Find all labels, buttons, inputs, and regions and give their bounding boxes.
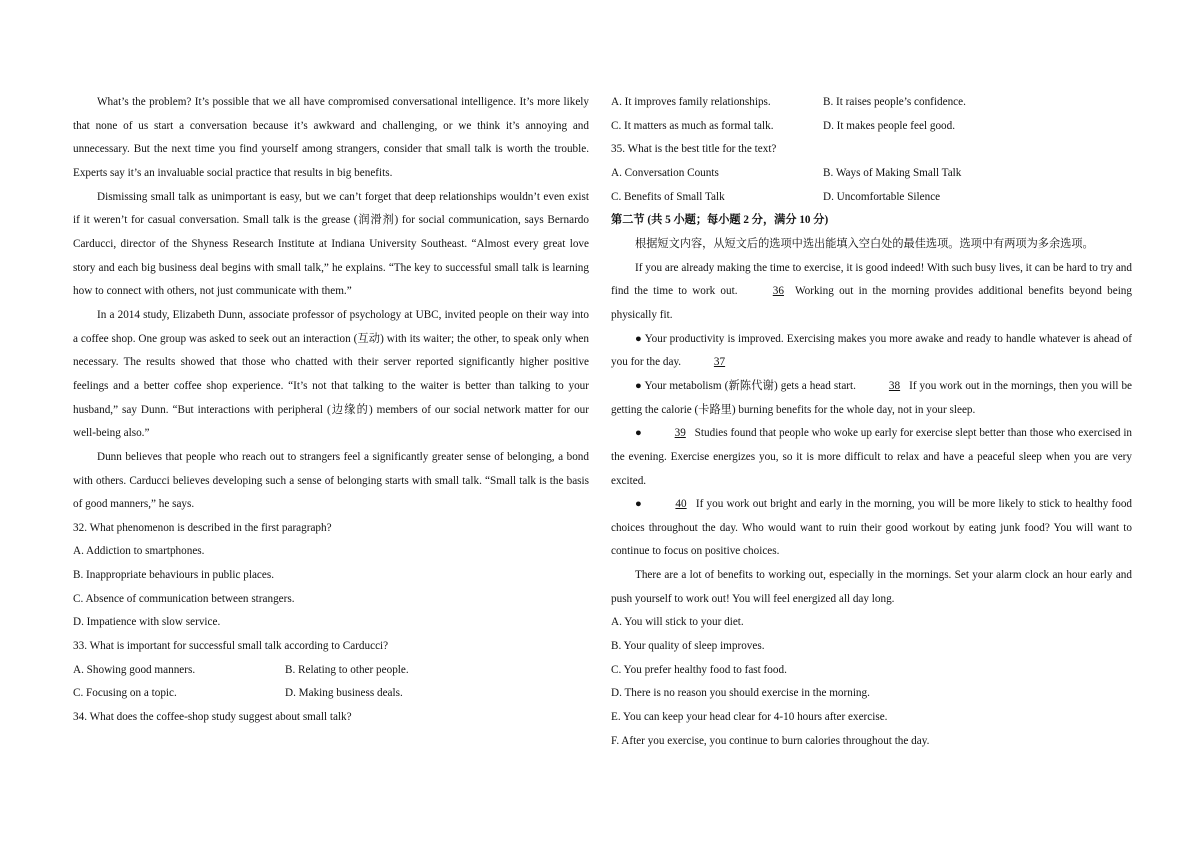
passage-paragraph-1: What’s the problem? It’s possible that we all have compromised conversational intelligence. It’s more likely that none of us start a conversation because it’s awkward and challenging, or we think it’s annoying and unnecessary. But the next time you find yourself among strangers, consider that small talk is worth the trouble. Experts say it’s an invaluable social practice that results in big benefits. — [73, 96, 589, 179]
cloze-option-f: F. After you exercise, you continue to burn calories throughout the day. — [611, 734, 930, 747]
option-32c: C. Absence of communication between strangers. — [73, 592, 295, 605]
option-33a: A. Showing good manners. — [73, 663, 196, 676]
option-34d: D. It makes people feel good. — [823, 119, 956, 132]
cloze-text: ● Your metabolism (新陈代谢) gets a head start. — [635, 379, 856, 392]
option-32a: A. Addiction to smartphones. — [73, 545, 205, 558]
option-33d: D. Making business deals. — [285, 687, 403, 700]
question-35: 35. What is the best title for the text? — [611, 143, 777, 156]
option-32d: D. Impatience with slow service. — [73, 616, 221, 629]
section-instructions: 根据短文内容，从短文后的选项中选出能填入空白处的最佳选项。选项中有两项为多余选项。 — [635, 237, 1094, 250]
cloze-paragraph-4 — [611, 422, 1132, 493]
blank-39[interactable]: 39 — [674, 427, 686, 440]
cloze-option-c: C. You prefer healthy food to fast food. — [611, 663, 787, 676]
question-34: 34. What does the coffee-shop study suggest about small talk? — [73, 711, 352, 724]
cloze-text: Working out in the morning provides additional benefits beyond being physically fit. — [611, 285, 1132, 321]
option-35c: C. Benefits of Small Talk — [611, 190, 725, 203]
cloze-text: Studies found that people who woke up early for exercise slept better than those who exercised in the evening. Exercise energizes you, so it is more difficult to relax and have a peaceful sleep when you are very excited. — [611, 427, 1133, 487]
cloze-text: If you work out in the mornings, then you will be getting the calorie (卡路里) burning benefits for the whole day, not in your sleep. — [611, 379, 1133, 416]
section-heading: 第二节 (共 5 小题；每小题 2 分，满分 10 分) — [611, 214, 829, 227]
option-35b: B. Ways of Making Small Talk — [823, 166, 962, 179]
blank-36[interactable]: 36 — [772, 285, 784, 298]
passage-paragraph-3: In a 2014 study, Elizabeth Dunn, associate professor of psychology at UBC, invited people on their way into a coffee shop. One group was asked to seek out an interaction (互动) with its waiter; the other, to speak only when necessary. The results showed that those who chatted with their server reported significantly higher positive feelings and a better coffee shop experience. “It’s not that talking to the waiter is better than talking to your husband,” say Dunn. “But interactions with peripheral (边缘的) members of our social network matter for our well-being also.” — [73, 308, 589, 440]
passage-paragraph-4: Dunn believes that people who reach out to strangers feel a significantly greater sense of belonging, a bond with others. Carducci believes developing such a sense of belonging starts with small talk. “Small talk is the basis of good manners,” he says. — [73, 450, 589, 511]
cloze-text: If you are already making the time to exercise, it is good indeed! With such busy lives, it can be hard to try and find the time to work out. — [611, 261, 1132, 298]
cloze-paragraph-3 — [611, 375, 1132, 422]
blank-37[interactable]: 37 — [713, 356, 726, 369]
option-34b: B. It raises people’s confidence. — [823, 96, 966, 108]
passage-paragraph-2: Dismissing small talk as unimportant is easy, but we can’t forget that deep relationships wouldn’t even exist if it weren’t for casual conversation. Small talk is the grease (润滑剂) for social communication, says Bernardo Carducci, director of the Shyness Research Institute at Indiana University Southeast. “Almost every great love story and each big business deal begins with small talk,” he explains. “The key to successful small talk is learning how to connect with others, not just communicate with them.” — [73, 190, 589, 298]
question-33: 33. What is important for successful small talk according to Carducci? — [73, 640, 389, 653]
option-33c: C. Focusing on a topic. — [73, 687, 177, 700]
question-32: 32. What phenomenon is described in the first paragraph? — [73, 521, 332, 534]
options-33-row-1 — [73, 659, 589, 683]
bullet-icon: ● — [635, 427, 642, 440]
options-34-row-1 — [611, 91, 1132, 115]
cloze-text: ● Your productivity is improved. Exercising makes you more awake and ready to handle whatever is ahead of you for the day. — [611, 332, 1132, 369]
blank-38[interactable]: 38 — [888, 379, 901, 392]
option-34a: A. It improves family relationships. — [611, 96, 771, 108]
options-33-row-2 — [73, 682, 589, 706]
options-35-row-1 — [611, 162, 1132, 186]
bullet-icon: ● — [635, 498, 643, 511]
cloze-paragraph-6: There are a lot of benefits to working out, especially in the mornings. Set your alarm clock an hour early and push yourself to work out! You will feel energized all day long. — [611, 569, 1132, 605]
cloze-paragraph-2 — [611, 328, 1132, 375]
options-34-row-2 — [611, 115, 1132, 139]
cloze-option-d: D. There is no reason you should exercise in the morning. — [611, 687, 870, 700]
option-33b: B. Relating to other people. — [285, 663, 409, 676]
option-32b: B. Inappropriate behaviours in public places. — [73, 569, 275, 582]
cloze-option-b: B. Your quality of sleep improves. — [611, 640, 765, 653]
cloze-paragraph-1 — [611, 257, 1132, 328]
right-column — [611, 91, 1132, 753]
cloze-option-a: A. You will stick to your diet. — [611, 616, 744, 629]
cloze-text: If you work out bright and early in the morning, you will be more likely to stick to healthy food choices throughout the day. Who would want to ruin their good workout by eating junk food? You will want to continue to focus on positive choices. — [611, 498, 1133, 558]
options-35-row-2 — [611, 186, 1132, 210]
option-35d: D. Uncomfortable Silence — [823, 190, 941, 203]
cloze-option-e: E. You can keep your head clear for 4-10 hours after exercise. — [611, 711, 888, 724]
option-35a: A. Conversation Counts — [611, 166, 719, 179]
option-34c: C. It matters as much as formal talk. — [611, 119, 774, 132]
cloze-paragraph-5 — [611, 493, 1132, 564]
left-column — [73, 91, 589, 730]
blank-40[interactable]: 40 — [675, 498, 687, 511]
